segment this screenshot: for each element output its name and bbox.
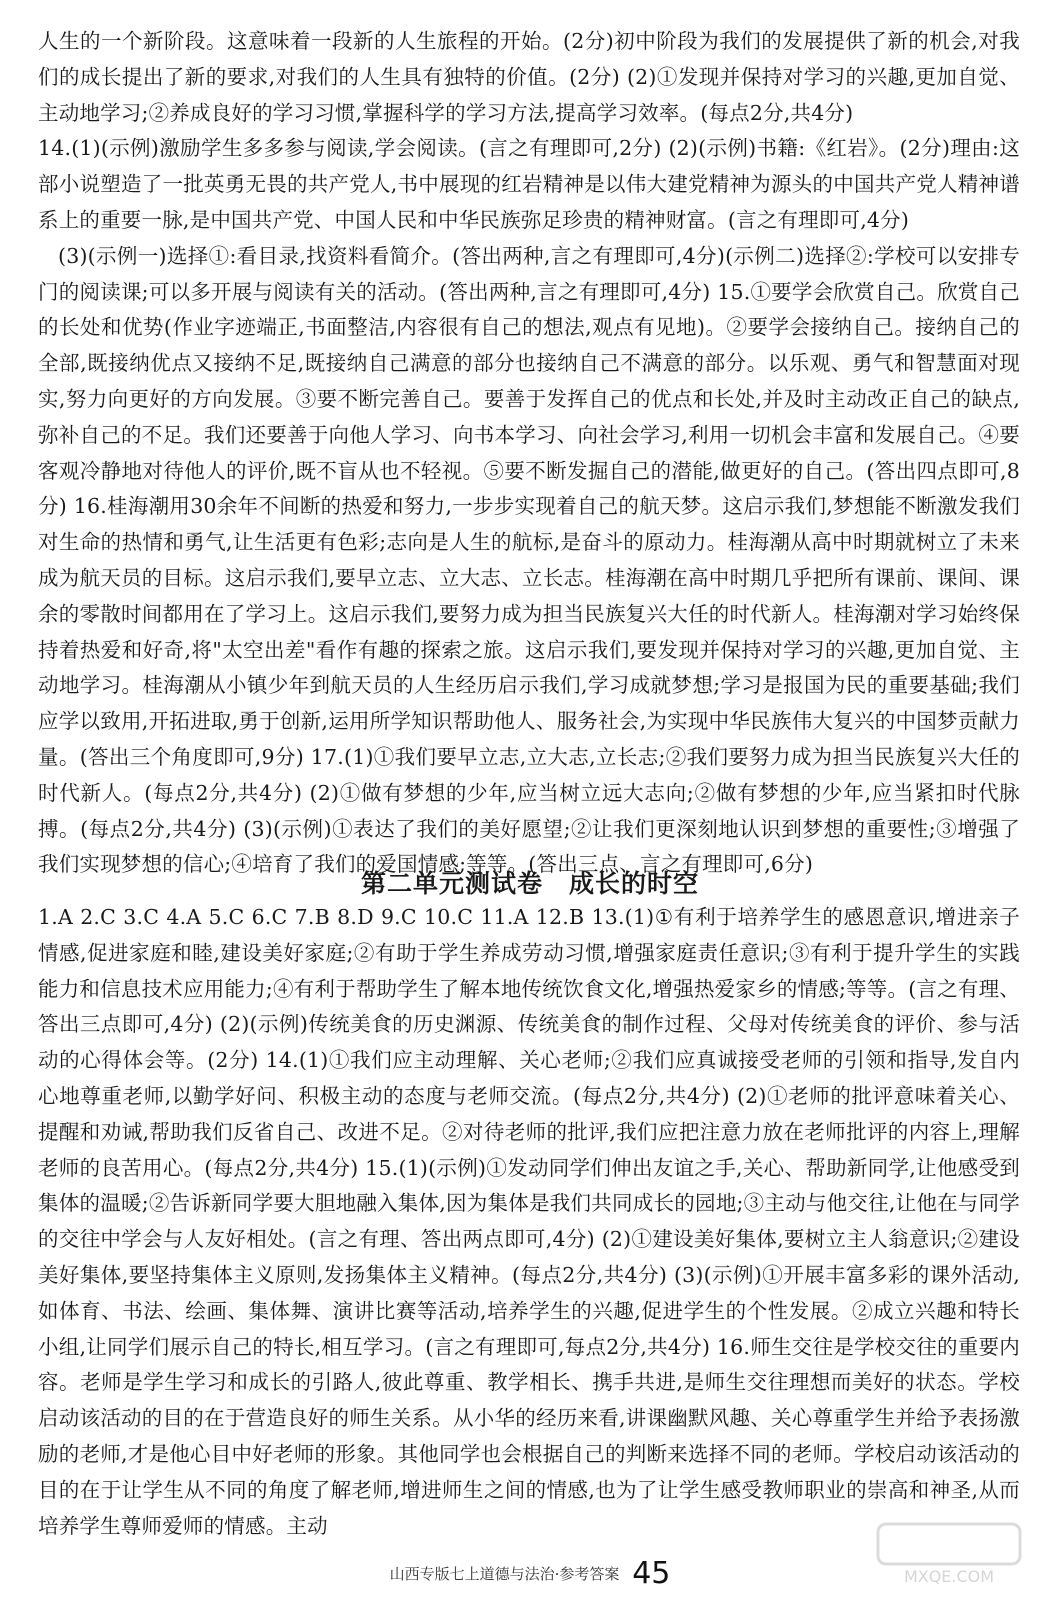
paragraph: 14.(1)(示例)激励学生多多参与阅读,学会阅读。(言之有理即可,2分) (2)(示例)书籍:《红岩》。(2分)理由:这部小说塑造了一批英勇无畏的共产党人,书中展现的红岩精神是以伟大建党精神为源头的中国共产党人精神谱系上的重要一脉,是中国共产党、中国人民和中华民族弥足珍贵的精神财富。(言之有理即可,4分) [38,136,1020,232]
paragraph: 1.A 2.C 3.C 4.A 5.C 6.C 7.B 8.D 9.C 10.C 11.A 12.B 13.(1)①有利于培养学生的感恩意识,增进亲子情感,促进家庭和睦,建设美好家庭;②有助于学生养成劳动习惯,增强家庭责任意识;③有利于提升学生的实践能力和信息技术应用能力;④有利于帮助学生了解本地传统饮食文化,增强热爱家乡的情感;等等。(言之有理、答出三点即可,4分) (2)(示例)传统美食的历史渊源、传统美食的制作过程、父母对传统美食的评价、参与活动的心得体会等。(2分) 14.(1)①我们应主动理解、关心老师;②我们应真诚接受老师的引领和指导,发自内心地尊重老师,以勤学好问、积极主动的态度与老师交流。(每点2分,共4分) (2)①老师的批评意味着关心、提醒和劝诫,帮助我们反省自己、改进不足。②对待老师的批评,我们应把注意力放在老师批评的内容上,理解老师的良苦用心。(每点2分,共4分) 15.(1)(示例)①发动同学们伸出友谊之手,关心、帮助新同学,让他感受到集体的温暖;②告诉新同学要大胆地融入集体,因为集体是我们共同成长的园地;③主动与他交往,让他在与同学的交往中学会与人友好相处。(言之有理、答出两点即可,4分) (2)①建设美好集体,要树立主人翁意识;②建设美好集体,要坚持集体主义原则,发扬集体主义精神。(每点2分,共4分) (3)(示例)①开展丰富多彩的课外活动,如体育、书法、绘画、集体舞、演讲比赛等活动,培养学生的兴趣,促进学生的个性发展。②成立兴趣和特长小组,让同学们展示自己的特长,相互学习。(言之有理即可,每点2分,共4分) 16.师生交往是学校交往的重要内容。老师是学生学习和成长的引路人,彼此尊重、教学相长、携手共进,是师生交往理想而美好的状态。学校启动该活动的目的在于营造良好的师生关系。从小华的经历来看,讲课幽默风趣、关心尊重学生并给予表扬激励的老师,才是他心目中好老师的形象。其他同学也会根据自己的判断来选择不同的老师。学校启动该活动的目的在于让学生从不同的角度了解老师,增进师生之间的情感,也为了让学生感受教师职业的崇高和神圣,从而培养学生尊师爱师的情感。主动 [38,905,1020,1538]
footer-label: 山西专版七上道德与法治·参考答案 [389,1565,620,1583]
section-title: 第二单元测试卷 成长的时空 [360,869,699,898]
watermark-text: MXQE.COM [903,1567,995,1586]
answers-unit1-continued [38,24,1020,883]
page-number: 45 [632,1556,671,1591]
answers-unit2 [38,900,1020,1544]
watermark-logo [874,1520,1024,1590]
paragraph: (3)(示例一)选择①:看目录,找资料看简介。(答出两种,言之有理即可,4分)(示例二)选择②:学校可以安排专门的阅读课;可以多开展与阅读有关的活动。(答出两种,言之有理即可,4分) 15.①要学会欣赏自己。欣赏自己的长处和优势(作业字迹端正,书面整洁,内容很有自己的想法,观点有见地)。②要学会接纳自己。接纳自己的全部,既接纳优点又接纳不足,既接纳自己满意的部分也接纳自己不满意的部分。以乐观、勇气和智慧面对现实,努力向更好的方向发展。③要不断完善自己。要善于发挥自己的优点和长处,并及时主动改正自己的缺点,弥补自己的不足。我们还要善于向他人学习、向书本学习、向社会学习,利用一切机会丰富和发展自己。④要客观冷静地对待他人的评价,既不盲从也不轻视。⑤要不断发掘自己的潜能,做更好的自己。(答出四点即可,8分) 16.桂海潮用30余年不间断的热爱和努力,一步步实现着自己的航天梦。这启示我们,梦想能不断激发我们对生命的热情和勇气,让生活更有色彩;志向是人生的航标,是奋斗的原动力。桂海潮从高中时期就树立了未来成为航天员的目标。这启示我们,要早立志、立大志、立长志。桂海潮在高中时期几乎把所有课前、课间、课余的零散时间都用在了学习上。这启示我们,要努力成为担当民族复兴大任的时代新人。桂海潮对学习始终保持着热爱和好奇,将"太空出差"看作有趣的探索之旅。这启示我们,要发现并保持对学习的兴趣,更加自觉、主动地学习。桂海潮从小镇少年到航天员的人生经历启示我们,学习成就梦想;学习是报国为民的重要基础;我们应学以致用,开拓进取,勇于创新,运用所学知识帮助他人、服务社会,为实现中华民族伟大复兴的中国梦贡献力量。(答出三个角度即可,9分) 17.(1)①我们要早立志,立大志,立长志;②我们要努力成为担当民族复兴大任的时代新人。(每点2分,共4分) (2)①做有梦想的少年,应当树立远大志向;②做有梦想的少年,应当紧扣时代脉搏。(每点2分,共4分) (3)(示例)①表达了我们的美好愿望;②让我们更深刻地认识到梦想的重要性;③增强了我们实现梦想的信心;④培育了我们的爱国情感;等等。(答出三点、言之有理即可,6分) [38,243,1020,877]
paragraph: 人生的一个新阶段。这意味着一段新的人生旅程的开始。(2分)初中阶段为我们的发展提供了新的机会,对我们的成长提出了新的要求,对我们的人生具有独特的价值。(2分) (2)①发现并保持对学习的兴趣,更加自觉、主动地学习;②养成良好的学习习惯,掌握科学的学习方法,提高学习效率。(每点2分,共4分) [38,29,1020,125]
